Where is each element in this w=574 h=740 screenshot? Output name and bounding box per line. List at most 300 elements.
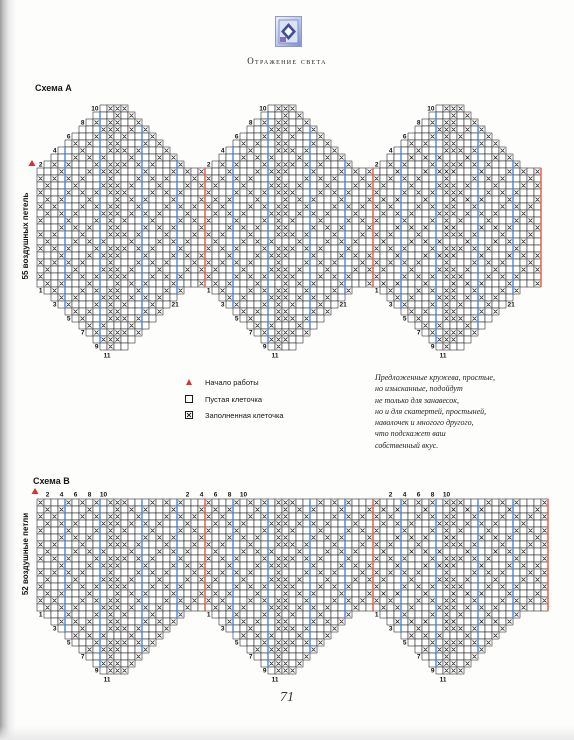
empty-cell bbox=[436, 273, 443, 280]
empty-cell bbox=[93, 259, 100, 266]
empty-cell bbox=[373, 252, 380, 259]
empty-cell bbox=[247, 154, 254, 161]
empty-cell bbox=[310, 231, 317, 238]
empty-cell bbox=[156, 161, 163, 168]
empty-cell bbox=[170, 245, 177, 252]
empty-cell bbox=[422, 625, 429, 632]
empty-cell bbox=[478, 569, 485, 576]
row-number-label: 21 bbox=[339, 301, 347, 309]
empty-cell bbox=[149, 287, 156, 294]
empty-cell bbox=[86, 301, 93, 308]
empty-cell bbox=[219, 583, 226, 590]
empty-cell bbox=[233, 618, 240, 625]
empty-cell bbox=[513, 604, 520, 611]
empty-cell bbox=[247, 126, 254, 133]
empty-cell bbox=[352, 569, 359, 576]
empty-cell bbox=[464, 252, 471, 259]
empty-cell bbox=[156, 625, 163, 632]
empty-cell bbox=[205, 182, 212, 189]
empty-cell bbox=[121, 562, 128, 569]
empty-cell bbox=[198, 583, 205, 590]
empty-cell bbox=[275, 280, 282, 287]
empty-cell bbox=[541, 548, 548, 555]
empty-cell bbox=[289, 343, 296, 350]
empty-cell bbox=[247, 555, 254, 562]
empty-cell bbox=[366, 245, 373, 252]
empty-cell bbox=[261, 653, 268, 660]
column-number-label: 10 bbox=[442, 491, 451, 499]
empty-cell bbox=[422, 126, 429, 133]
empty-cell bbox=[254, 126, 261, 133]
empty-cell bbox=[380, 541, 387, 548]
note-line: что подскажет ваш bbox=[375, 429, 446, 439]
empty-cell bbox=[506, 259, 513, 266]
empty-cell bbox=[296, 597, 303, 604]
empty-cell bbox=[282, 238, 289, 245]
empty-cell bbox=[268, 217, 275, 224]
empty-cell bbox=[401, 266, 408, 273]
empty-cell bbox=[72, 203, 79, 210]
empty-cell bbox=[324, 231, 331, 238]
empty-cell bbox=[408, 175, 415, 182]
empty-cell bbox=[233, 266, 240, 273]
empty-cell bbox=[86, 499, 93, 506]
empty-cell bbox=[464, 527, 471, 534]
empty-cell bbox=[72, 287, 79, 294]
empty-cell bbox=[296, 527, 303, 534]
empty-cell bbox=[534, 189, 541, 196]
empty-cell bbox=[352, 513, 359, 520]
empty-cell bbox=[387, 520, 394, 527]
empty-cell bbox=[352, 590, 359, 597]
empty-cell bbox=[247, 301, 254, 308]
empty-cell bbox=[485, 590, 492, 597]
empty-cell bbox=[492, 273, 499, 280]
empty-cell bbox=[177, 548, 184, 555]
empty-cell bbox=[373, 238, 380, 245]
empty-cell bbox=[205, 548, 212, 555]
row-number-label: 9 bbox=[430, 343, 435, 351]
empty-cell bbox=[226, 611, 233, 618]
empty-cell bbox=[289, 210, 296, 217]
empty-cell bbox=[100, 667, 107, 674]
empty-cell bbox=[520, 217, 527, 224]
empty-cell bbox=[317, 308, 324, 315]
empty-cell bbox=[170, 287, 177, 294]
empty-cell bbox=[170, 527, 177, 534]
empty-cell bbox=[184, 189, 191, 196]
empty-cell bbox=[492, 597, 499, 604]
empty-cell bbox=[338, 182, 345, 189]
empty-cell bbox=[86, 287, 93, 294]
empty-cell bbox=[485, 506, 492, 513]
empty-cell bbox=[86, 541, 93, 548]
empty-cell bbox=[184, 527, 191, 534]
empty-cell bbox=[261, 231, 268, 238]
empty-cell bbox=[317, 618, 324, 625]
empty-cell bbox=[254, 625, 261, 632]
empty-cell bbox=[527, 562, 534, 569]
empty-cell bbox=[289, 126, 296, 133]
empty-cell bbox=[37, 576, 44, 583]
empty-cell bbox=[226, 597, 233, 604]
empty-cell bbox=[310, 154, 317, 161]
empty-cell bbox=[443, 154, 450, 161]
empty-cell bbox=[408, 161, 415, 168]
empty-cell bbox=[93, 210, 100, 217]
empty-cell bbox=[436, 224, 443, 231]
empty-cell bbox=[121, 182, 128, 189]
empty-cell bbox=[86, 315, 93, 322]
empty-cell bbox=[520, 555, 527, 562]
empty-cell bbox=[373, 210, 380, 217]
empty-cell bbox=[408, 625, 415, 632]
empty-cell bbox=[380, 203, 387, 210]
empty-cell bbox=[443, 548, 450, 555]
empty-cell bbox=[149, 203, 156, 210]
empty-cell bbox=[520, 506, 527, 513]
empty-cell bbox=[163, 527, 170, 534]
empty-cell bbox=[387, 527, 394, 534]
empty-cell bbox=[296, 618, 303, 625]
empty-cell bbox=[436, 541, 443, 548]
empty-cell bbox=[79, 196, 86, 203]
empty-cell bbox=[471, 308, 478, 315]
empty-cell bbox=[86, 175, 93, 182]
empty-cell bbox=[240, 203, 247, 210]
empty-cell bbox=[254, 576, 261, 583]
empty-cell bbox=[457, 604, 464, 611]
empty-cell bbox=[303, 168, 310, 175]
empty-cell bbox=[128, 583, 135, 590]
empty-cell bbox=[338, 499, 345, 506]
empty-cell bbox=[394, 182, 401, 189]
empty-cell bbox=[58, 287, 65, 294]
row-number-label: 5 bbox=[402, 639, 407, 647]
empty-cell bbox=[240, 287, 247, 294]
empty-cell bbox=[534, 238, 541, 245]
empty-cell bbox=[79, 576, 86, 583]
empty-cell bbox=[331, 562, 338, 569]
empty-cell bbox=[254, 245, 261, 252]
empty-cell bbox=[93, 266, 100, 273]
empty-cell bbox=[51, 576, 58, 583]
empty-cell bbox=[93, 308, 100, 315]
empty-cell bbox=[37, 266, 44, 273]
empty-cell bbox=[310, 203, 317, 210]
empty-cell bbox=[254, 161, 261, 168]
empty-cell bbox=[464, 224, 471, 231]
empty-cell bbox=[65, 287, 72, 294]
empty-cell bbox=[303, 280, 310, 287]
empty-cell bbox=[331, 245, 338, 252]
empty-cell bbox=[100, 287, 107, 294]
empty-cell bbox=[436, 513, 443, 520]
empty-cell bbox=[184, 506, 191, 513]
empty-cell bbox=[44, 203, 51, 210]
empty-cell bbox=[128, 273, 135, 280]
empty-cell bbox=[436, 161, 443, 168]
empty-cell bbox=[345, 280, 352, 287]
empty-cell bbox=[100, 597, 107, 604]
empty-cell bbox=[387, 224, 394, 231]
empty-cell bbox=[100, 147, 107, 154]
empty-cell bbox=[534, 604, 541, 611]
empty-cell bbox=[268, 196, 275, 203]
empty-cell bbox=[191, 189, 198, 196]
empty-cell bbox=[394, 161, 401, 168]
empty-cell bbox=[177, 252, 184, 259]
empty-cell bbox=[275, 506, 282, 513]
empty-cell bbox=[506, 555, 513, 562]
empty-cell bbox=[79, 527, 86, 534]
empty-cell bbox=[478, 597, 485, 604]
scheme-a-chain-label: 55 воздушных петель bbox=[21, 192, 30, 280]
empty-cell bbox=[191, 576, 198, 583]
empty-cell bbox=[415, 632, 422, 639]
empty-cell bbox=[520, 280, 527, 287]
empty-cell bbox=[142, 499, 149, 506]
empty-cell bbox=[233, 534, 240, 541]
empty-cell bbox=[240, 168, 247, 175]
empty-cell bbox=[142, 245, 149, 252]
empty-cell bbox=[240, 639, 247, 646]
empty-cell bbox=[541, 534, 548, 541]
empty-cell bbox=[506, 182, 513, 189]
empty-cell bbox=[499, 562, 506, 569]
empty-cell bbox=[86, 639, 93, 646]
row-number-label: 2 bbox=[374, 161, 379, 169]
empty-cell bbox=[79, 604, 86, 611]
empty-cell bbox=[65, 541, 72, 548]
empty-cell bbox=[226, 555, 233, 562]
empty-cell bbox=[156, 499, 163, 506]
empty-cell bbox=[163, 238, 170, 245]
empty-cell bbox=[352, 224, 359, 231]
empty-cell bbox=[142, 576, 149, 583]
empty-cell bbox=[135, 294, 142, 301]
empty-cell bbox=[128, 562, 135, 569]
empty-cell bbox=[450, 548, 457, 555]
empty-cell bbox=[387, 168, 394, 175]
empty-cell bbox=[338, 513, 345, 520]
empty-cell bbox=[317, 294, 324, 301]
empty-cell bbox=[464, 119, 471, 126]
empty-cell bbox=[317, 597, 324, 604]
empty-cell bbox=[254, 520, 261, 527]
empty-cell bbox=[149, 294, 156, 301]
row-number-label: 7 bbox=[416, 653, 421, 661]
empty-cell bbox=[72, 611, 79, 618]
empty-cell bbox=[128, 259, 135, 266]
empty-cell bbox=[352, 541, 359, 548]
empty-cell bbox=[72, 245, 79, 252]
empty-cell bbox=[492, 611, 499, 618]
empty-cell bbox=[499, 527, 506, 534]
empty-cell bbox=[499, 534, 506, 541]
empty-cell bbox=[485, 294, 492, 301]
empty-cell bbox=[282, 133, 289, 140]
empty-cell bbox=[86, 513, 93, 520]
empty-cell bbox=[317, 562, 324, 569]
empty-cell bbox=[471, 534, 478, 541]
empty-cell bbox=[247, 140, 254, 147]
row-number-label: 1 bbox=[374, 287, 379, 295]
section-title: Отражение света bbox=[247, 56, 327, 66]
empty-cell bbox=[289, 224, 296, 231]
empty-cell bbox=[212, 175, 219, 182]
empty-cell bbox=[79, 322, 86, 329]
empty-cell bbox=[177, 196, 184, 203]
empty-cell bbox=[79, 168, 86, 175]
empty-cell bbox=[478, 189, 485, 196]
empty-cell bbox=[51, 238, 58, 245]
empty-cell bbox=[184, 224, 191, 231]
empty-cell bbox=[513, 182, 520, 189]
empty-cell bbox=[142, 231, 149, 238]
empty-cell bbox=[240, 301, 247, 308]
empty-cell bbox=[149, 224, 156, 231]
empty-cell bbox=[247, 280, 254, 287]
empty-cell bbox=[205, 506, 212, 513]
empty-cell bbox=[163, 182, 170, 189]
empty-cell bbox=[478, 231, 485, 238]
empty-cell bbox=[464, 625, 471, 632]
empty-cell bbox=[128, 224, 135, 231]
empty-cell bbox=[317, 520, 324, 527]
empty-cell bbox=[100, 301, 107, 308]
empty-cell bbox=[79, 590, 86, 597]
empty-cell bbox=[485, 168, 492, 175]
empty-cell bbox=[93, 541, 100, 548]
empty-cell bbox=[198, 259, 205, 266]
empty-cell bbox=[359, 245, 366, 252]
empty-cell bbox=[366, 548, 373, 555]
empty-cell bbox=[135, 189, 142, 196]
empty-cell bbox=[44, 611, 51, 618]
empty-cell bbox=[450, 343, 457, 350]
empty-cell bbox=[128, 646, 135, 653]
empty-cell bbox=[492, 231, 499, 238]
empty-cell bbox=[86, 583, 93, 590]
empty-cell bbox=[359, 555, 366, 562]
empty-cell bbox=[352, 245, 359, 252]
empty-cell bbox=[289, 513, 296, 520]
empty-cell bbox=[261, 534, 268, 541]
empty-cell bbox=[457, 196, 464, 203]
empty-cell bbox=[86, 273, 93, 280]
empty-cell bbox=[44, 513, 51, 520]
empty-cell bbox=[289, 653, 296, 660]
empty-cell bbox=[408, 513, 415, 520]
empty-cell bbox=[485, 534, 492, 541]
empty-cell bbox=[429, 126, 436, 133]
empty-cell bbox=[163, 301, 170, 308]
empty-cell bbox=[177, 520, 184, 527]
empty-cell bbox=[226, 231, 233, 238]
empty-cell bbox=[478, 154, 485, 161]
empty-cell bbox=[79, 154, 86, 161]
empty-cell bbox=[310, 499, 317, 506]
empty-cell bbox=[212, 513, 219, 520]
empty-cell bbox=[282, 301, 289, 308]
empty-cell bbox=[240, 196, 247, 203]
empty-cell bbox=[492, 196, 499, 203]
empty-cell bbox=[44, 562, 51, 569]
empty-cell bbox=[93, 562, 100, 569]
empty-cell bbox=[380, 499, 387, 506]
empty-cell bbox=[429, 182, 436, 189]
empty-cell bbox=[457, 646, 464, 653]
empty-cell bbox=[296, 224, 303, 231]
empty-cell bbox=[212, 245, 219, 252]
empty-cell bbox=[464, 534, 471, 541]
empty-cell bbox=[513, 231, 520, 238]
empty-cell bbox=[289, 280, 296, 287]
empty-cell bbox=[261, 576, 268, 583]
empty-cell bbox=[261, 625, 268, 632]
empty-cell bbox=[254, 231, 261, 238]
empty-cell bbox=[303, 308, 310, 315]
empty-cell bbox=[541, 562, 548, 569]
empty-cell bbox=[485, 182, 492, 189]
empty-cell bbox=[247, 618, 254, 625]
empty-cell bbox=[51, 611, 58, 618]
empty-cell bbox=[86, 294, 93, 301]
empty-cell bbox=[121, 506, 128, 513]
empty-cell bbox=[226, 182, 233, 189]
empty-cell bbox=[254, 597, 261, 604]
empty-cell bbox=[268, 112, 275, 119]
empty-cell bbox=[212, 252, 219, 259]
empty-cell bbox=[121, 168, 128, 175]
row-number-label: 4 bbox=[52, 147, 57, 155]
empty-cell bbox=[65, 590, 72, 597]
empty-cell bbox=[478, 611, 485, 618]
empty-cell bbox=[254, 541, 261, 548]
empty-cell bbox=[520, 175, 527, 182]
empty-cell bbox=[471, 294, 478, 301]
empty-cell bbox=[310, 315, 317, 322]
empty-cell bbox=[121, 266, 128, 273]
empty-cell bbox=[331, 210, 338, 217]
empty-cell bbox=[436, 280, 443, 287]
empty-cell bbox=[387, 294, 394, 301]
empty-cell bbox=[394, 273, 401, 280]
empty-cell bbox=[471, 548, 478, 555]
empty-cell bbox=[338, 527, 345, 534]
empty-cell bbox=[464, 555, 471, 562]
empty-cell bbox=[478, 133, 485, 140]
empty-cell bbox=[205, 534, 212, 541]
empty-cell bbox=[254, 147, 261, 154]
empty-cell bbox=[65, 294, 72, 301]
empty-cell bbox=[513, 576, 520, 583]
empty-cell bbox=[170, 604, 177, 611]
scheme-a-chart bbox=[29, 105, 542, 360]
empty-cell bbox=[415, 196, 422, 203]
empty-cell bbox=[163, 576, 170, 583]
empty-cell bbox=[51, 210, 58, 217]
empty-cell bbox=[184, 499, 191, 506]
empty-cell bbox=[478, 238, 485, 245]
empty-cell bbox=[394, 541, 401, 548]
empty-cell bbox=[408, 541, 415, 548]
empty-cell bbox=[401, 625, 408, 632]
empty-cell bbox=[37, 520, 44, 527]
empty-cell bbox=[268, 618, 275, 625]
empty-cell bbox=[457, 569, 464, 576]
